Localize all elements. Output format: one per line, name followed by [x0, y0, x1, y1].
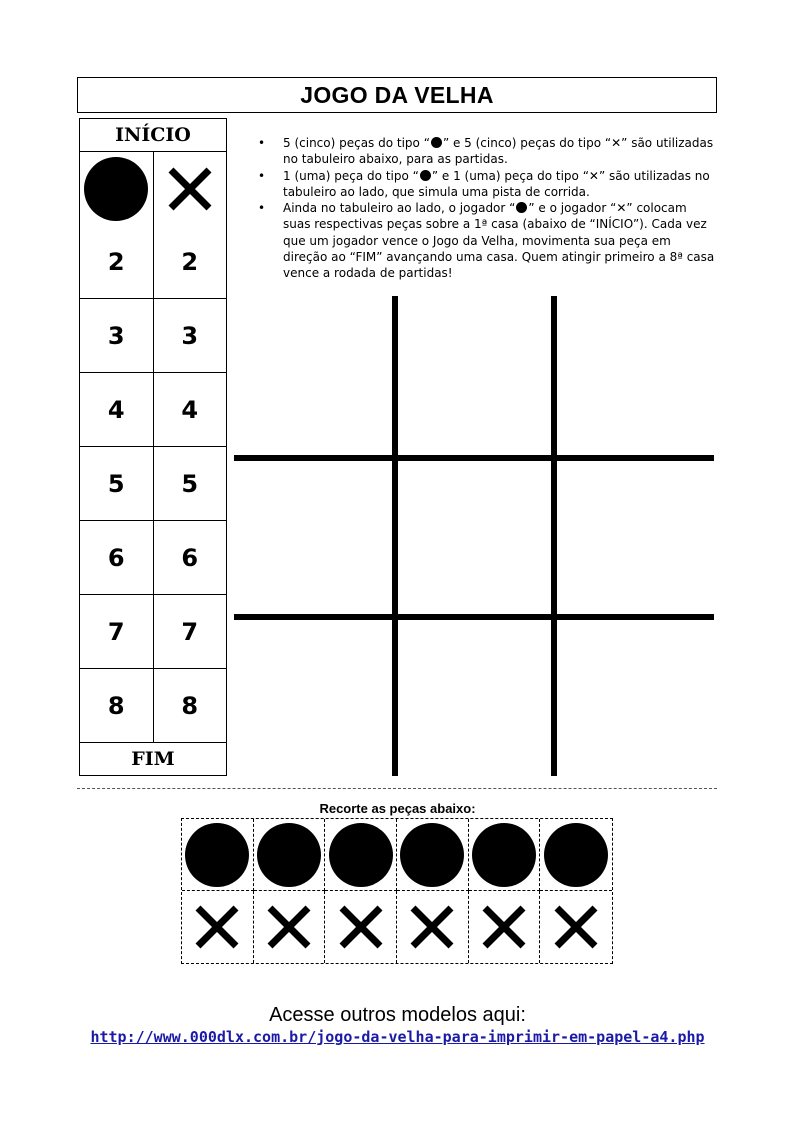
cross-icon: ✕	[588, 168, 599, 183]
board-line-vertical	[392, 296, 398, 776]
track-cell-number: 7	[153, 595, 227, 668]
track-row	[80, 372, 226, 446]
track-cell-number: 4	[107, 395, 125, 424]
tic-tac-toe-board	[234, 296, 714, 776]
rule-text: ” são utilizadas no tabuleiro abaixo, para as partidas.	[283, 136, 714, 167]
circle-piece-icon	[84, 157, 148, 221]
cross-piece-icon	[409, 904, 455, 950]
track-cell-number: 2	[153, 225, 227, 298]
track-cell-number: 6	[107, 543, 125, 572]
circle-piece-icon	[544, 823, 608, 887]
cross-piece-icon	[266, 904, 312, 950]
rule-text: ” e 5 (cinco) peças do tipo “	[442, 136, 612, 150]
circle-piece-icon	[257, 823, 321, 887]
rules-list	[258, 135, 716, 282]
cross-piece-icon	[167, 166, 213, 212]
track-cell-cross	[153, 152, 227, 225]
board-line-vertical	[551, 296, 557, 776]
circle-piece-icon	[472, 823, 536, 887]
track-row	[80, 298, 226, 372]
footer-link-container	[0, 1028, 795, 1046]
cross-piece-icon	[553, 904, 599, 950]
track-cell-number: 5	[107, 469, 125, 498]
rule-text: ” são utilizadas no tabuleiro ao lado, que simula uma pista de corrida.	[283, 168, 710, 199]
track-row	[80, 225, 226, 298]
cutout-cross-piece	[397, 891, 469, 963]
cutout-circle-piece	[182, 819, 254, 891]
track-cell-number: 8	[107, 691, 125, 720]
track-row	[80, 668, 226, 742]
track-rows	[80, 225, 226, 742]
cross-icon: ✕	[611, 136, 622, 150]
rule-text: Ainda no tabuleiro ao lado, o jogador “	[283, 201, 516, 216]
page-title: JOGO DA VELHA	[300, 81, 494, 108]
cutout-circle-piece	[540, 819, 612, 891]
cross-icon: ✕	[616, 201, 627, 216]
cutout-pieces	[181, 818, 613, 964]
rule-text: ” e o jogador “	[528, 201, 617, 216]
track-end-label: FIM	[80, 742, 226, 775]
track-cell-number: 3	[107, 321, 125, 350]
track-row	[80, 446, 226, 520]
cutout-circle-piece	[325, 819, 397, 891]
track-cell-number: 7	[107, 617, 125, 646]
track-cell-number: 3	[153, 299, 227, 372]
track-cell-number: 5	[153, 447, 227, 520]
cutout-cross-piece	[254, 891, 326, 963]
rule-text: 1 (uma) peça do tipo “	[283, 168, 419, 183]
circle-icon	[516, 202, 527, 213]
cross-piece-icon	[194, 904, 240, 950]
cutout-cross-piece	[540, 891, 612, 963]
track-cell-circle	[80, 152, 153, 225]
board-line-horizontal	[234, 614, 714, 620]
rule-text: ” e 1 (uma) peça do tipo “	[431, 168, 589, 183]
circle-piece-icon	[185, 823, 249, 887]
track-row	[80, 594, 226, 668]
track-row-start	[80, 152, 226, 225]
cutout-cross-piece	[182, 891, 254, 963]
title-box	[77, 77, 717, 113]
circle-piece-icon	[400, 823, 464, 887]
track-cell-number: 6	[153, 521, 227, 594]
cross-piece-icon	[338, 904, 384, 950]
footer-link[interactable]: http://www.000dlx.com.br/jogo-da-velha-para-imprimir-em-papel-a4.php	[90, 1028, 705, 1046]
circle-icon	[431, 137, 442, 148]
cut-label: Recorte as peças abaixo:	[319, 801, 476, 816]
circle-icon	[420, 170, 431, 181]
cutout-circle-piece	[254, 819, 326, 891]
cutout-cross-piece	[469, 891, 541, 963]
cutout-circle-piece	[397, 819, 469, 891]
board-line-horizontal	[234, 455, 714, 461]
circle-piece-icon	[329, 823, 393, 887]
cross-piece-icon	[481, 904, 527, 950]
track-start-label: INÍCIO	[80, 119, 226, 152]
cut-line	[77, 788, 717, 789]
track-cell-number: 4	[153, 373, 227, 446]
cutout-circle-piece	[469, 819, 541, 891]
rule-item	[258, 135, 716, 168]
track-row	[80, 520, 226, 594]
rule-text: ” colocam suas respectivas peças sobre a 1ª casa (abaixo de “INÍCIO”). Cada vez que um jogador vence o Jogo da Velha, movimenta sua peça em direção ao “FIM” avançando uma casa. Quem atingir primeiro a 8ª casa vence a rodada de partidas!	[283, 201, 715, 281]
footer-text: Acesse outros modelos aqui:	[269, 1004, 526, 1026]
cutout-cross-piece	[325, 891, 397, 963]
race-track	[79, 118, 227, 776]
track-cell-number: 2	[107, 247, 125, 276]
rule-item	[258, 200, 716, 281]
rule-text: 5 (cinco) peças do tipo “	[283, 136, 430, 150]
track-cell-number: 8	[153, 669, 227, 742]
rule-item	[258, 168, 716, 201]
